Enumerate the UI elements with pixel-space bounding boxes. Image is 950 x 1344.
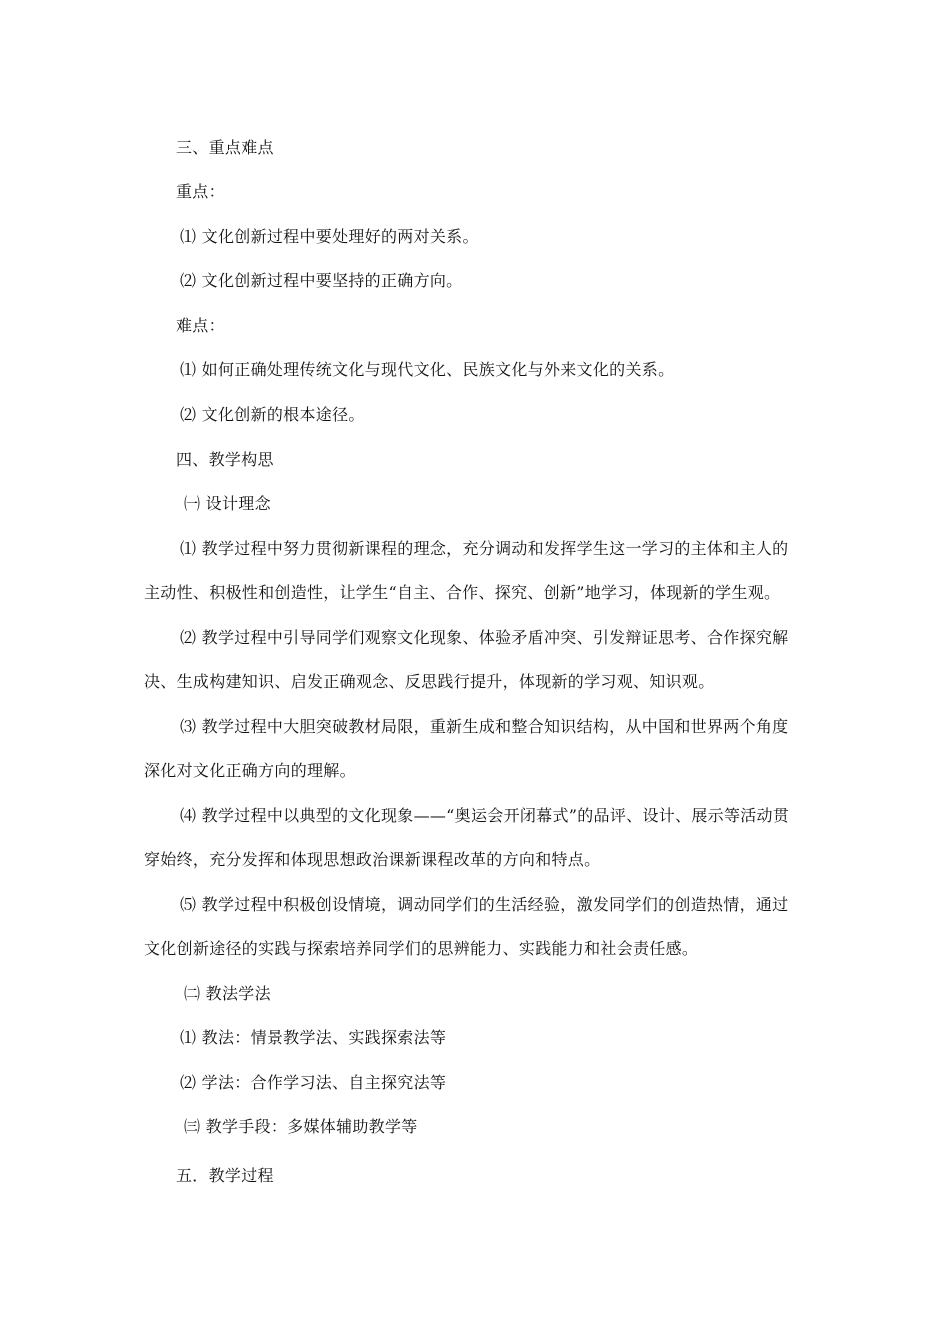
section-4-heading: 四、教学构思 [176, 450, 274, 469]
concept-paragraph-3-line-1: ⑶ 教学过程中大胆突破教材局限，重新生成和整合知识结构，从中国和世界两个角度 [180, 717, 789, 736]
difficulty-point-1: ⑴ 如何正确处理传统文化与现代文化、民族文化与外来文化的关系。 [180, 360, 675, 379]
design-concept-heading: ㈠ 设计理念 [184, 494, 271, 513]
teaching-method: ⑴ 教法：情景教学法、实践探索法等 [180, 1028, 447, 1047]
teaching-means: ㈢ 教学手段：多媒体辅助教学等 [184, 1117, 418, 1136]
difficulty-point-2: ⑵ 文化创新的根本途径。 [180, 405, 365, 424]
methods-heading: ㈡ 教法学法 [184, 984, 271, 1003]
concept-paragraph-1-line-2: 主动性、积极性和创造性，让学生“自主、合作、探究、创新”地学习，体现新的学生观。 [144, 583, 781, 602]
learning-method: ⑵ 学法：合作学习法、自主探究法等 [180, 1073, 447, 1092]
concept-paragraph-2-line-1: ⑵ 教学过程中引导同学们观察文化现象、体验矛盾冲突、引发辩证思考、合作探究解 [180, 628, 789, 647]
concept-paragraph-4-line-1: ⑷ 教学过程中以典型的文化现象——“奥运会开闭幕式”的品评、设计、展示等活动贯 [180, 806, 790, 825]
concept-paragraph-3-line-2: 深化对文化正确方向的理解。 [144, 761, 356, 780]
key-point-1: ⑴ 文化创新过程中要处理好的两对关系。 [180, 227, 479, 246]
key-point-2: ⑵ 文化创新过程中要坚持的正确方向。 [180, 271, 463, 290]
section-5-heading: 五．教学过程 [176, 1166, 274, 1185]
key-points-label: 重点： [176, 182, 225, 201]
concept-paragraph-2-line-2: 决、生成构建知识、启发正确观念、反思践行提升，体现新的学习观、知识观。 [144, 672, 715, 691]
concept-paragraph-5-line-2: 文化创新途径的实践与探索培养同学们的思辨能力、实践能力和社会责任感。 [144, 939, 699, 958]
section-3-heading: 三、重点难点 [176, 138, 274, 157]
concept-paragraph-4-line-2: 穿始终，充分发挥和体现思想政治课新课程改革的方向和特点。 [144, 850, 601, 869]
concept-paragraph-5-line-1: ⑸ 教学过程中积极创设情境，调动同学们的生活经验，激发同学们的创造热情，通过 [180, 895, 789, 914]
difficulty-label: 难点： [176, 316, 225, 335]
concept-paragraph-1-line-1: ⑴ 教学过程中努力贯彻新课程的理念，充分调动和发挥学生这一学习的主体和主人的 [180, 539, 789, 558]
